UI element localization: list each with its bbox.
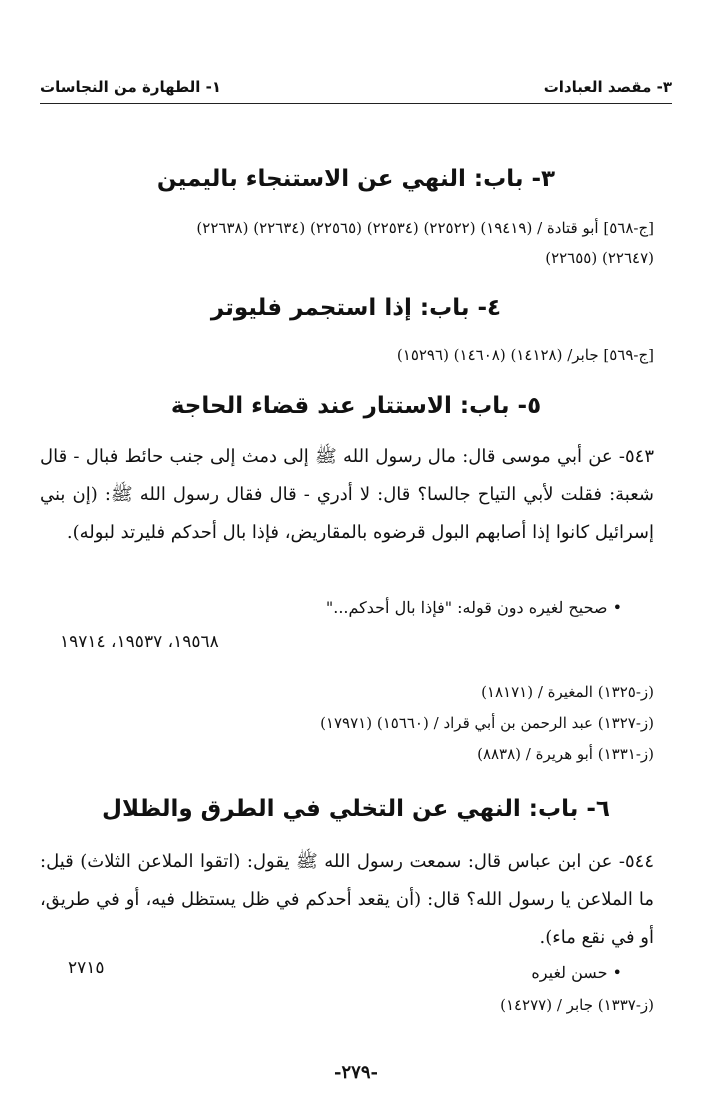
hadith-grade: • حسن لغيره [531,963,622,982]
section-heading: ٤- باب: إذا استجمر فليوتر [210,295,502,321]
section-heading: ٦- باب: النهي عن التخلي في الطرق والظلال [102,796,610,822]
hadith-paragraph: ٥٤٣- عن أبي موسى قال: مال رسول الله ﷺ إلى دمث إلى جنب حائط فبال - قال شعبة: فقلت لأبي التياح جالسا؟ قال: لا أدري - قال فقال رسول الله ﷺ: (إن بني إسرائيل كانوا إذا أصابهم البول قرضوه بالمقاريض، فإذا بال أحدكم فليرتد لبوله). [40,446,654,543]
cross-reference-numbers: ٢٧١٥ [68,958,105,978]
reference-line: (ز-١٣٣١) أبو هريرة / (٨٨٣٨) [477,745,654,763]
hadith-grade: • صحيح لغيره دون قوله: "فإذا بال أحدكم..." [325,598,622,617]
reference-line: (٢٢٦٤٧) (٢٢٦٥٥) [545,249,654,267]
reference-line: [ج-٥٦٩] جابر/ (١٤١٢٨) (١٤٦٠٨) (١٥٢٩٦) [396,346,654,364]
hadith-text [40,438,654,552]
reference-line: (ز-١٣٣٧) جابر / (١٤٢٧٧) [500,996,654,1014]
reference-line: (ز-١٣٢٥) المغيرة / (١٨١٧١) [481,683,654,701]
section-heading: ٥- باب: الاستتار عند قضاء الحاجة [170,393,542,419]
header-volume-title: ٣- مقصد العبادات [543,78,672,96]
reference-line: [ج-٥٦٨] أبو قتادة / (١٩٤١٩) (٢٢٥٢٢) (٢٢٥٣٤) (٢٢٥٦٥) (٢٢٦٣٤) (٢٢٦٣٨) [196,219,654,237]
hadith-paragraph: ٥٤٤- عن ابن عباس قال: سمعت رسول الله ﷺ يقول: (اتقوا الملاعن الثلاث) قيل: ما الملاعن يا رسول الله؟ قال: (أن يقعد أحدكم في ظل يستظل فيه، أو في طريق، أو في نقع ماء). [40,851,654,948]
cross-reference-numbers: ١٩٥٦٨، ١٩٥٣٧، ١٩٧١٤ [60,632,219,652]
reference-line: (ز-١٣٢٧) عبد الرحمن بن أبي قراد / (١٥٦٦٠) (١٧٩٧١) [320,714,654,732]
header-chapter-title: ١- الطهارة من النجاسات [40,78,222,96]
running-header [40,78,672,104]
page-number: -٢٧٩- [334,1062,378,1083]
header-rule [40,103,672,104]
section-heading: ٣- باب: النهي عن الاستنجاء باليمين [156,166,556,192]
hadith-text [40,843,654,957]
